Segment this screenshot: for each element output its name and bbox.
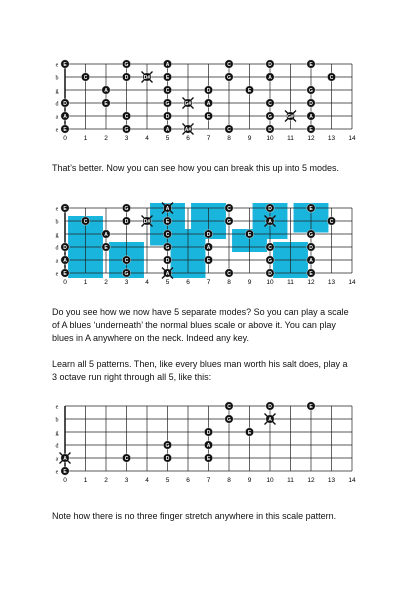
- string-name-label: e: [55, 62, 59, 69]
- fret-number-label: 0: [63, 135, 67, 142]
- note-name-label: C: [227, 127, 231, 133]
- note-marker: [307, 256, 315, 264]
- note-name-label: D: [124, 75, 129, 81]
- note-marker: [162, 203, 173, 214]
- note-name-label: D: [63, 101, 67, 107]
- note-name-label: G: [124, 271, 129, 277]
- fret-number-label: 13: [327, 477, 336, 484]
- note-name-label: A: [165, 127, 170, 133]
- note-name-label: D: [268, 404, 272, 410]
- note-name-label: D: [206, 88, 211, 94]
- note-marker: [266, 269, 274, 277]
- fret-number-label: 2: [104, 135, 108, 142]
- note-name-label: A: [309, 114, 313, 120]
- fret-number-label: 9: [247, 477, 252, 484]
- string-name-label: e: [55, 127, 59, 134]
- note-name-label: A: [206, 245, 211, 251]
- note-marker: [122, 60, 130, 68]
- note-marker: [122, 217, 130, 225]
- note-name-label: E: [247, 232, 252, 238]
- note-marker: [204, 454, 212, 462]
- note-marker: [102, 243, 110, 251]
- note-marker: [61, 256, 69, 264]
- note-marker: [183, 98, 194, 109]
- note-name-label: D: [309, 101, 313, 107]
- note-marker: [307, 269, 315, 277]
- note-marker: [122, 454, 130, 462]
- fretboard-svg: [52, 56, 356, 152]
- note-name-label: C: [124, 258, 129, 264]
- note-marker: [225, 217, 233, 225]
- note-name-label: D: [124, 219, 129, 225]
- note-marker: [61, 269, 69, 277]
- note-marker: [102, 99, 110, 107]
- paragraph-no-stretch: Note how there is no three finger stretch anywhere in this scale pattern.: [52, 511, 337, 521]
- note-name-label: C: [227, 206, 231, 212]
- note-name-label: G: [309, 232, 313, 238]
- note-name-label: C: [83, 219, 88, 225]
- note-marker: [204, 99, 212, 107]
- note-name-label: A: [206, 443, 211, 449]
- note-marker: [122, 256, 130, 264]
- note-marker: [204, 256, 212, 264]
- fret-number-label: 10: [266, 135, 274, 142]
- note-name-label: G#: [287, 114, 294, 120]
- note-name-label: E: [104, 245, 108, 251]
- note-name-label: G: [268, 258, 272, 264]
- fret-number-label: 0: [63, 279, 67, 286]
- note-marker: [61, 99, 69, 107]
- note-name-label: A: [268, 417, 272, 423]
- fret-number-label: 3: [124, 279, 129, 286]
- string-name-label: b: [55, 75, 59, 82]
- fret-number-label: 0: [63, 477, 67, 484]
- string-name-label: d: [55, 101, 59, 108]
- note-name-label: A: [63, 456, 67, 462]
- note-marker: [183, 124, 194, 135]
- fret-number-label: 4: [145, 135, 149, 142]
- note-marker: [61, 60, 69, 68]
- note-name-label: C: [165, 232, 170, 238]
- note-marker: [327, 73, 335, 81]
- fret-number-label: 12: [307, 477, 315, 484]
- note-marker: [327, 217, 335, 225]
- note-marker: [60, 453, 71, 464]
- fret-number-label: 8: [227, 477, 231, 484]
- string-name-label: b: [55, 219, 59, 226]
- fretboard-diagram-five-modes: [52, 200, 356, 296]
- fret-number-label: 12: [307, 135, 315, 142]
- string-name-label: e: [55, 271, 59, 278]
- paragraph-separate-modes: Do you see how we now have 5 separate modes? So you can play a scale of A blues ‘underneath’ the normal blues scale or above it. You can play blues in A anywhere on the neck. Indeed any key.: [52, 307, 349, 343]
- note-marker: [204, 428, 212, 436]
- fretboard-diagram-full-scale: [52, 56, 356, 152]
- note-name-label: E: [104, 101, 108, 107]
- note-name-label: E: [63, 206, 67, 212]
- note-marker: [163, 86, 171, 94]
- note-marker: [102, 86, 110, 94]
- note-name-label: D: [309, 245, 313, 251]
- note-marker: [122, 269, 130, 277]
- note-marker: [163, 243, 171, 251]
- string-name-label: a: [55, 114, 59, 121]
- note-name-label: D#: [143, 219, 151, 225]
- note-marker: [61, 204, 69, 212]
- note-marker: [307, 243, 315, 251]
- note-marker: [122, 204, 130, 212]
- note-marker: [225, 415, 233, 423]
- note-name-label: C: [227, 404, 231, 410]
- string-name-label: a: [55, 258, 59, 265]
- fret-number-label: 9: [247, 135, 252, 142]
- note-name-label: E: [206, 258, 211, 264]
- fret-number-label: 4: [145, 279, 149, 286]
- note-marker: [266, 243, 274, 251]
- note-name-label: D#: [143, 75, 151, 81]
- note-marker: [266, 125, 274, 133]
- note-marker: [204, 112, 212, 120]
- fret-number-label: 10: [266, 477, 274, 484]
- note-marker: [163, 230, 171, 238]
- note-marker: [265, 414, 276, 425]
- note-name-label: G: [268, 114, 272, 120]
- note-name-label: A: [104, 88, 108, 94]
- note-name-label: A: [309, 258, 313, 264]
- note-marker: [61, 243, 69, 251]
- fret-number-label: 10: [266, 279, 274, 286]
- note-name-label: A: [165, 62, 170, 68]
- note-name-label: D: [63, 245, 67, 251]
- fret-number-label: 3: [124, 135, 129, 142]
- note-name-label: E: [309, 127, 313, 133]
- note-marker: [285, 111, 296, 122]
- note-marker: [266, 256, 274, 264]
- fret-number-label: 5: [165, 135, 170, 142]
- note-name-label: A: [206, 101, 211, 107]
- fret-number-label: 14: [348, 477, 356, 484]
- note-marker: [163, 256, 171, 264]
- note-name-label: D: [268, 206, 272, 212]
- fret-number-label: 7: [206, 279, 211, 286]
- note-name-label: D: [268, 62, 272, 68]
- fret-number-label: 8: [227, 135, 231, 142]
- note-marker: [204, 86, 212, 94]
- mode-boxes: [68, 203, 328, 278]
- note-name-label: G: [124, 62, 129, 68]
- note-marker: [307, 204, 315, 212]
- note-marker: [162, 268, 173, 279]
- note-marker: [245, 428, 253, 436]
- note-name-label: E: [206, 456, 211, 462]
- note-marker: [142, 216, 153, 227]
- note-marker: [163, 112, 171, 120]
- note-marker: [122, 125, 130, 133]
- note-name-label: A: [268, 219, 272, 225]
- note-name-label: G: [227, 417, 231, 423]
- note-name-label: G: [124, 127, 129, 133]
- note-marker: [225, 269, 233, 277]
- note-marker: [265, 216, 276, 227]
- note-name-label: E: [309, 206, 313, 212]
- fret-number-label: 5: [165, 279, 170, 286]
- fret-number-label: 2: [104, 477, 108, 484]
- string-name-label: g: [55, 232, 59, 239]
- note-name-label: E: [63, 469, 67, 475]
- note-name-label: A: [268, 75, 272, 81]
- fretboard-diagram-three-octave-run: [52, 398, 356, 494]
- fretboard-svg: [52, 200, 356, 296]
- note-marker: [307, 125, 315, 133]
- note-name-label: C: [227, 271, 231, 277]
- fret-number-label: 6: [186, 477, 190, 484]
- paragraph-learn-patterns: Learn all 5 patterns. Then, like every blues man worth his salt does, play a 3 octave run right through all 5, like this:: [52, 359, 348, 382]
- note-marker: [307, 60, 315, 68]
- note-marker: [163, 441, 171, 449]
- fret-number-label: 13: [327, 135, 336, 142]
- note-marker: [266, 60, 274, 68]
- note-name-label: D: [268, 271, 272, 277]
- fret-number-label: 5: [165, 477, 170, 484]
- note-marker: [142, 72, 153, 83]
- note-marker: [307, 230, 315, 238]
- note-name-label: D: [206, 232, 211, 238]
- string-name-label: g: [55, 88, 59, 95]
- note-name-label: D: [206, 430, 211, 436]
- note-marker: [225, 402, 233, 410]
- note-marker: [204, 243, 212, 251]
- fret-number-label: 6: [186, 279, 190, 286]
- note-name-label: A#: [184, 127, 192, 133]
- note-marker: [225, 73, 233, 81]
- note-marker: [245, 86, 253, 94]
- note-name-label: G: [309, 88, 313, 94]
- note-marker: [102, 230, 110, 238]
- fret-number-label: 9: [247, 279, 252, 286]
- note-marker: [61, 112, 69, 120]
- note-marker: [307, 112, 315, 120]
- string-name-label: d: [55, 443, 59, 450]
- note-marker: [225, 60, 233, 68]
- note-name-label: A: [165, 206, 170, 212]
- note-name-label: E: [165, 219, 170, 225]
- note-name-label: C: [165, 88, 170, 94]
- note-name-label: E: [309, 404, 313, 410]
- note-marker: [266, 73, 274, 81]
- fret-number-label: 4: [145, 477, 149, 484]
- note-name-label: G: [227, 75, 231, 81]
- note-name-label: D: [165, 258, 170, 264]
- note-name-label: C: [124, 114, 129, 120]
- note-marker: [122, 112, 130, 120]
- note-name-label: G: [227, 219, 231, 225]
- note-marker: [307, 99, 315, 107]
- note-marker: [204, 441, 212, 449]
- note-marker: [163, 99, 171, 107]
- note-name-label: C: [124, 456, 129, 462]
- note-name-label: C: [329, 219, 334, 225]
- fret-number-label: 12: [307, 279, 315, 286]
- fret-number-label: 8: [227, 279, 231, 286]
- fret-number-label: 3: [124, 477, 129, 484]
- note-marker: [81, 217, 89, 225]
- note-marker: [163, 125, 171, 133]
- note-name-label: E: [206, 114, 211, 120]
- note-marker: [61, 125, 69, 133]
- note-marker: [245, 230, 253, 238]
- note-marker: [204, 230, 212, 238]
- fret-number-label: 7: [206, 477, 211, 484]
- note-marker: [266, 99, 274, 107]
- fret-number-label: 11: [287, 279, 294, 286]
- note-name-label: A: [104, 232, 108, 238]
- string-name-label: d: [55, 245, 59, 252]
- note-marker: [225, 204, 233, 212]
- note-marker: [163, 60, 171, 68]
- note-name-label: G#: [184, 101, 192, 107]
- note-name-label: A: [165, 271, 170, 277]
- note-name-label: A: [63, 114, 67, 120]
- note-name-label: E: [63, 62, 67, 68]
- fret-number-label: 1: [83, 477, 88, 484]
- note-name-label: C: [227, 62, 231, 68]
- fret-number-label: 11: [287, 477, 294, 484]
- note-name-label: D: [268, 127, 272, 133]
- string-name-label: b: [55, 417, 59, 424]
- note-name-label: E: [309, 271, 313, 277]
- note-marker: [266, 402, 274, 410]
- note-name-label: G: [124, 206, 129, 212]
- note-name-label: A: [63, 258, 67, 264]
- note-marker: [163, 73, 171, 81]
- string-name-label: a: [55, 456, 59, 463]
- fret-number-label: 14: [348, 279, 356, 286]
- string-name-label: e: [55, 469, 59, 476]
- note-name-label: G: [165, 101, 170, 107]
- string-name-label: e: [55, 206, 59, 213]
- note-marker: [307, 86, 315, 94]
- note-name-label: C: [268, 245, 272, 251]
- note-marker: [163, 217, 171, 225]
- note-name-label: D: [165, 114, 170, 120]
- note-name-label: E: [247, 88, 252, 94]
- note-name-label: E: [247, 430, 252, 436]
- note-name-label: G: [165, 245, 170, 251]
- string-name-label: e: [55, 404, 59, 411]
- note-name-label: E: [165, 75, 170, 81]
- note-marker: [81, 73, 89, 81]
- fret-number-label: 1: [83, 279, 88, 286]
- note-marker: [122, 73, 130, 81]
- fret-number-label: 11: [287, 135, 294, 142]
- fret-number-label: 1: [83, 135, 88, 142]
- note-marker: [266, 204, 274, 212]
- note-name-label: C: [83, 75, 88, 81]
- note-marker: [61, 467, 69, 475]
- note-marker: [266, 112, 274, 120]
- note-marker: [163, 454, 171, 462]
- note-marker: [307, 402, 315, 410]
- fret-number-label: 14: [348, 135, 356, 142]
- note-name-label: E: [309, 62, 313, 68]
- note-name-label: E: [63, 271, 67, 277]
- fret-number-label: 13: [327, 279, 336, 286]
- paragraph-better: That’s better. Now you can see how you can break this up into 5 modes.: [52, 163, 339, 173]
- note-name-label: D: [165, 456, 170, 462]
- note-name-label: E: [63, 127, 67, 133]
- note-marker: [225, 125, 233, 133]
- note-name-label: C: [329, 75, 334, 81]
- note-name-label: C: [268, 101, 272, 107]
- fret-number-label: 6: [186, 135, 190, 142]
- fretboard-svg: [52, 398, 356, 494]
- fret-number-label: 2: [104, 279, 108, 286]
- note-name-label: G: [165, 443, 170, 449]
- string-name-label: g: [55, 430, 59, 437]
- fret-number-label: 7: [206, 135, 211, 142]
